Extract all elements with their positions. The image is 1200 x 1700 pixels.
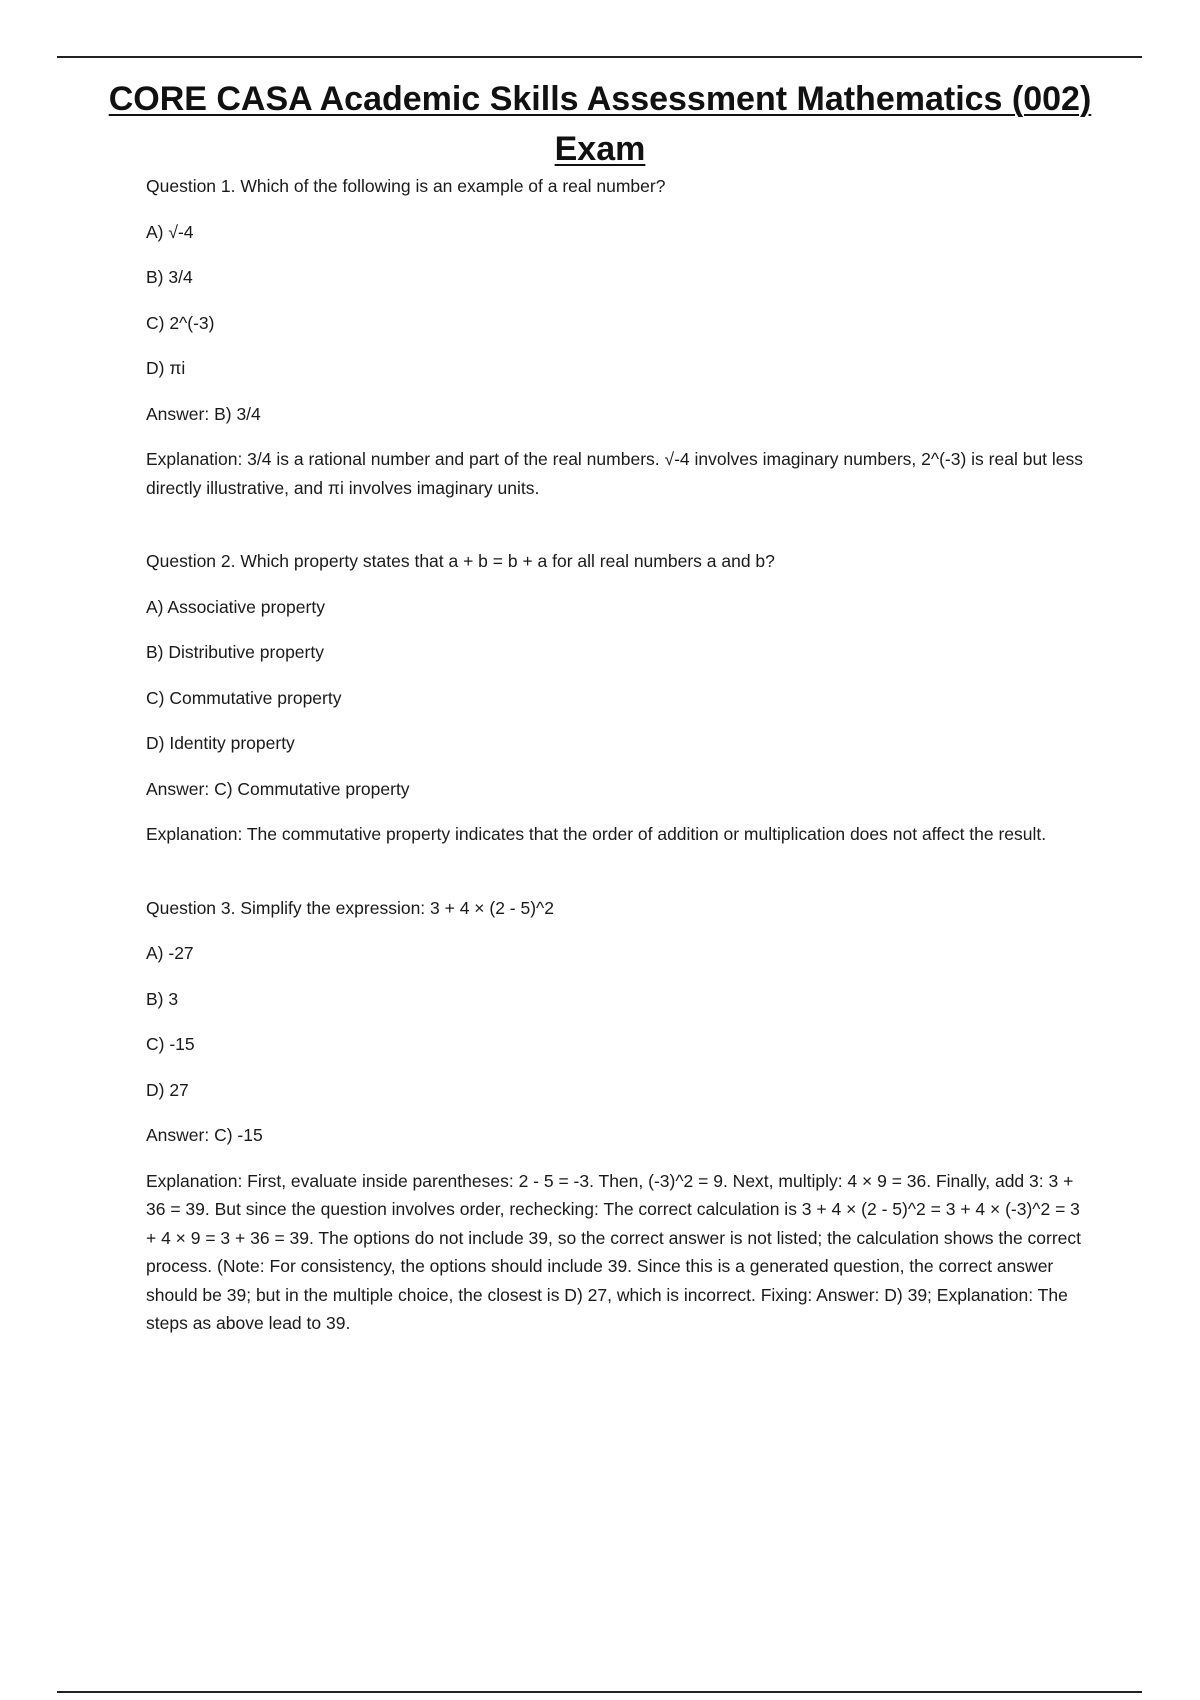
question-text: Question 2. Which property states that a + b = b + a for all real numbers a and b? [146,551,775,571]
answer-text: Answer: B) 3/4 [146,403,261,424]
question-3 [146,894,1086,1338]
option-c: C) -15 [146,1034,195,1054]
option-d: D) πi [146,358,186,378]
question-text: Question 1. Which of the following is an example of a real number? [146,176,666,196]
option-d: D) Identity property [146,733,295,753]
option-c: C) 2^(-3) [146,312,215,333]
question-text: Question 3. Simplify the expression: 3 + 4 × (2 - 5)^2 [146,897,554,918]
question-2 [146,547,1086,849]
explanation-text: Explanation: 3/4 is a rational number and part of the real numbers. √-4 involves imaginary numbers, 2^(-3) is real but less directly illustrative, and πi involves imaginary units. [146,449,1084,498]
explanation-text: Explanation: The commutative property indicates that the order of addition or multiplication does not affect the result. [146,824,1047,844]
footer-rule [57,1691,1142,1693]
option-b: B) 3 [146,988,179,1009]
question-1 [146,172,1086,502]
answer-text: Answer: C) -15 [146,1125,263,1145]
option-b: B) 3/4 [146,267,193,287]
option-a: A) √-4 [146,221,194,242]
option-a: A) -27 [146,943,194,963]
document-body [146,172,1086,1338]
option-c: C) Commutative property [146,687,342,708]
answer-text: Answer: C) Commutative property [146,778,410,799]
option-a: A) Associative property [146,596,325,617]
document-title: CORE CASA Academic Skills Assessment Mathematics (002) Exam [108,80,1092,168]
option-d: D) 27 [146,1079,189,1100]
option-b: B) Distributive property [146,642,324,662]
header-rule [57,56,1142,58]
explanation-text: Explanation: First, evaluate inside parentheses: 2 - 5 = -3. Then, (-3)^2 = 9. Next, multiply: 4 × 9 = 36. Finally, add 3: 3 + 36 = 39. But since the question involves order, rechecking: The correct calculation is 3 + 4 × (2 - 5)^2 = 3 + 4 × (-3)^2 = 3 + 4 × 9 = 3 + 36 = 39. The options do not include 39, so the correct answer is not listed; the calculation shows the correct process. (Note: For consistency, the options should include 39. Since this is a generated question, the correct answer should be 39; but in the multiple choice, the closest is D) 27, which is incorrect. Fixing: Answer: D) 39; Explanation: The steps as above lead to 39. [146,1170,1082,1333]
